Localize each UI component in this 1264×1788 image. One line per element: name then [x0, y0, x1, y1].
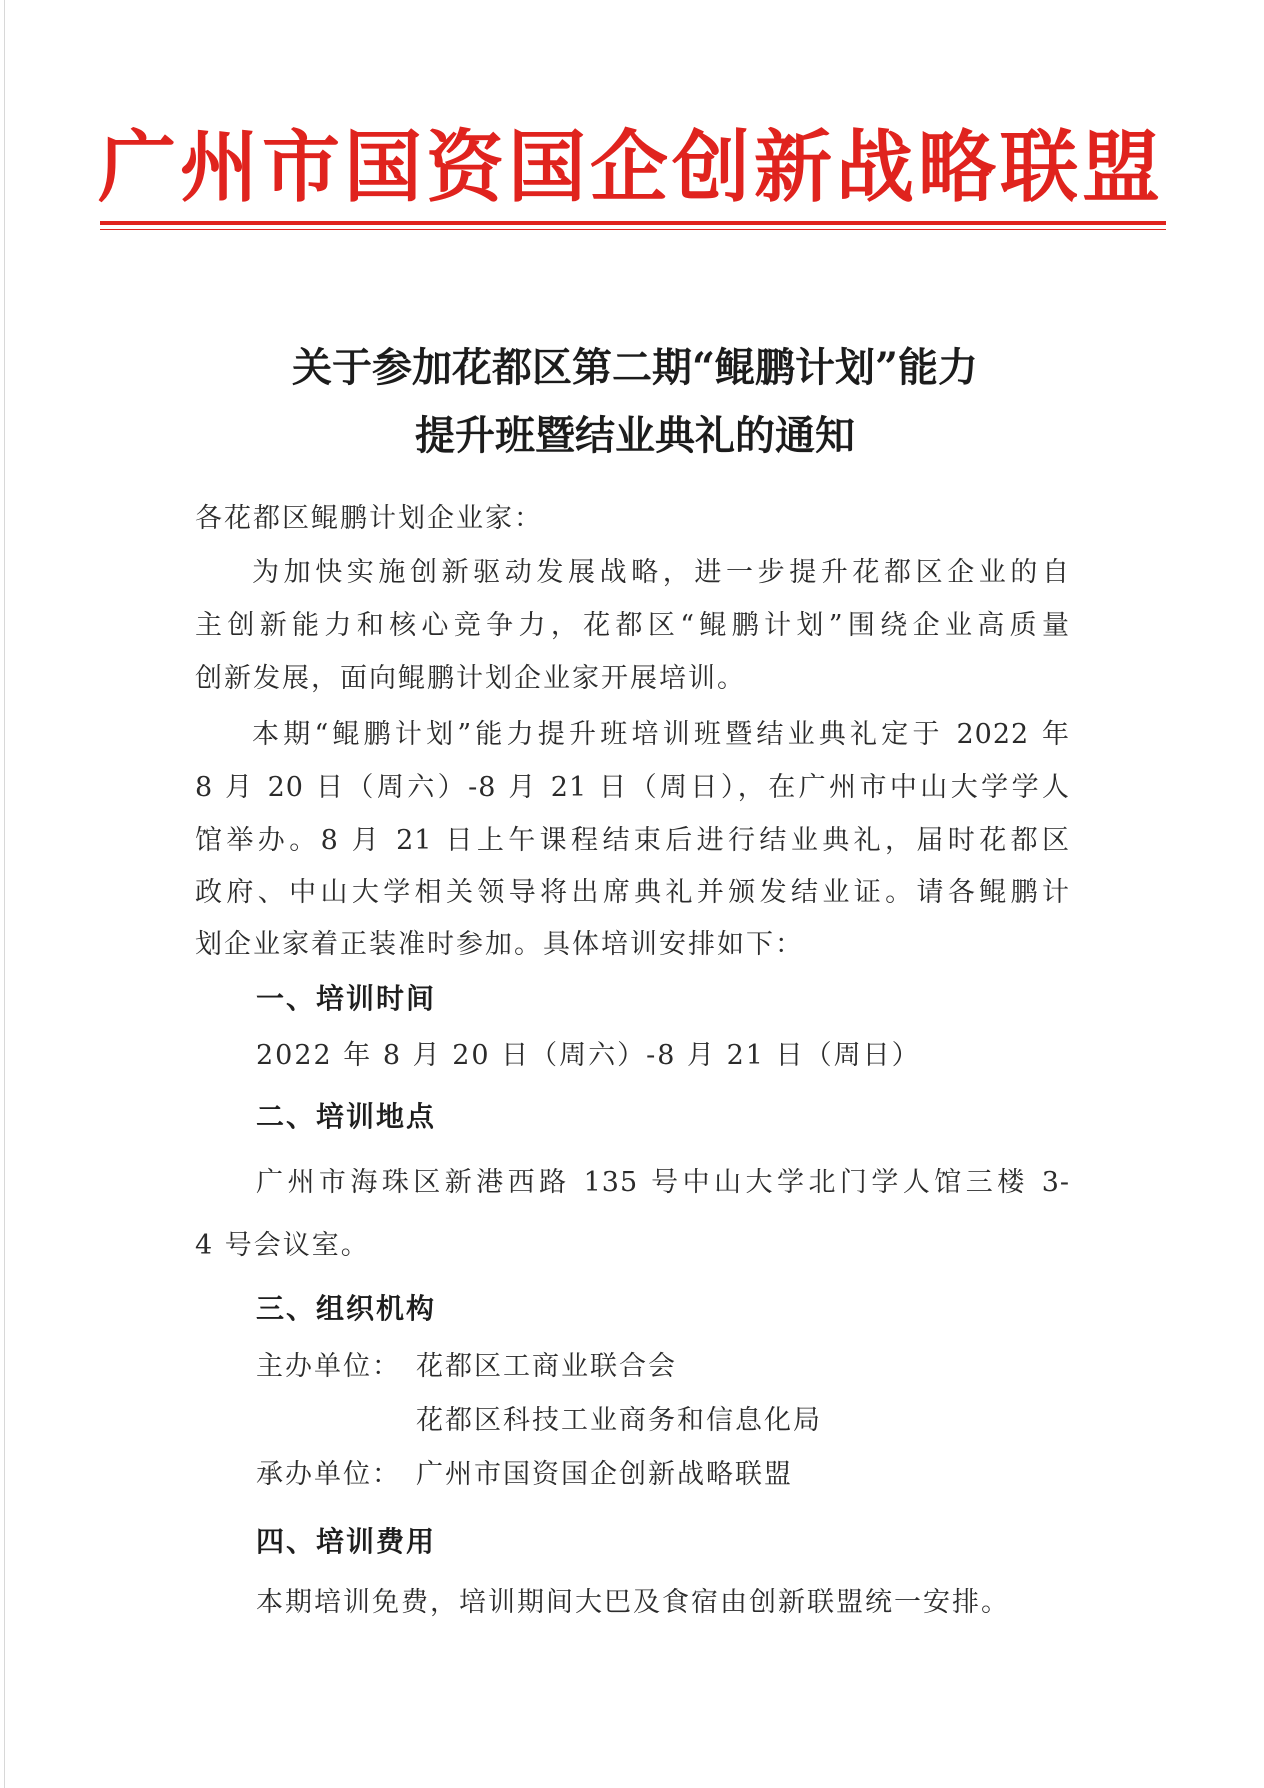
paragraph-2-line-1: 本期“鲲鹏计划”能力提升班培训班暨结业典礼定于 2022 年: [252, 719, 1070, 750]
header-red-rule: [100, 221, 1166, 225]
document-title-line-2: 提升班暨结业典礼的通知: [415, 412, 855, 459]
paragraph-2-line-2: 8 月 20 日（周六）-8 月 21 日（周日），在广州市中山大学学人: [195, 772, 1070, 803]
training-location-line-1: 广州市海珠区新港西路 135 号中山大学北门学人馆三楼 3-: [256, 1167, 1070, 1198]
section-1-heading: 一、培训时间: [256, 982, 437, 1015]
section-3-heading: 三、组织机构: [256, 1292, 437, 1325]
section-2-heading: 二、培训地点: [256, 1100, 437, 1133]
host-label: 主办单位：: [256, 1351, 401, 1382]
paragraph-2-line-3: 馆举办。8 月 21 日上午课程结束后进行结业典礼，届时花都区: [195, 825, 1070, 856]
document-title-line-1: 关于参加花都区第二期“鲲鹏计划”能力: [291, 344, 978, 391]
host-2: 花都区科技工业商务和信息化局: [416, 1405, 822, 1436]
salutation: 各花都区鲲鹏计划企业家：: [195, 503, 543, 534]
host-1: 花都区工商业联合会: [416, 1351, 677, 1382]
paragraph-2-line-5: 划企业家着正装准时参加。具体培训安排如下：: [195, 929, 804, 960]
section-4-heading: 四、培训费用: [256, 1525, 437, 1558]
paragraph-2-line-4: 政府、中山大学相关领导将出席典礼并颁发结业证。请各鲲鹏计: [195, 877, 1070, 908]
scan-edge: [4, 0, 5, 1788]
training-location-line-2: 4 号会议室。: [195, 1230, 370, 1261]
paragraph-1-line-1: 为加快实施创新驱动发展战略，进一步提升花都区企业的自: [252, 557, 1070, 588]
organizer-label: 承办单位：: [256, 1459, 401, 1490]
training-time: 2022 年 8 月 20 日（周六）-8 月 21 日（周日）: [256, 1040, 921, 1071]
paragraph-1-line-3: 创新发展，面向鲲鹏计划企业家开展培训。: [195, 663, 746, 694]
paragraph-1-line-2: 主创新能力和核心竞争力，花都区“鲲鹏计划”围绕企业高质量: [195, 610, 1070, 641]
organization-header: 广州市国资国企创新战略联盟: [98, 123, 1165, 213]
organizer: 广州市国资国企创新战略联盟: [416, 1459, 793, 1490]
header-red-rule-thin: [100, 229, 1166, 230]
training-fee: 本期培训免费，培训期间大巴及食宿由创新联盟统一安排。: [256, 1587, 1010, 1618]
